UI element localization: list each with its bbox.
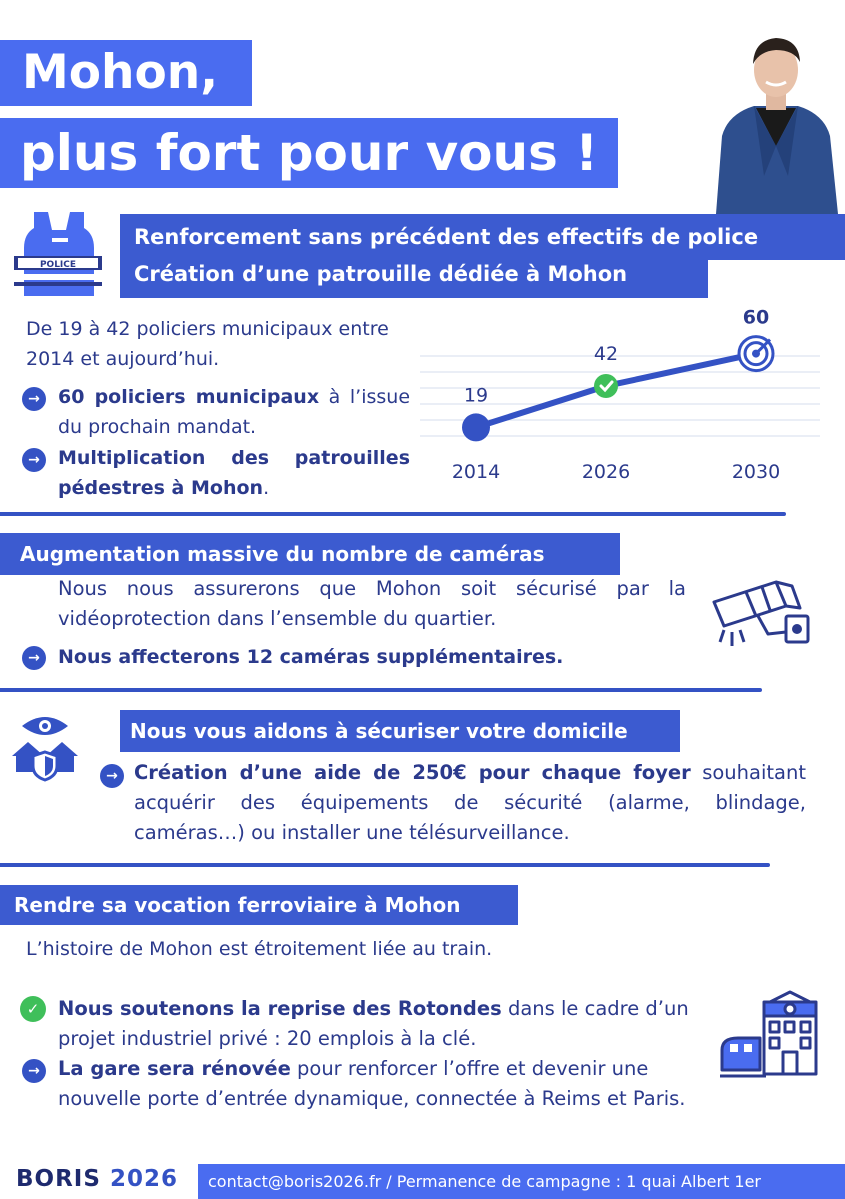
police-vest-icon: [12, 208, 106, 300]
footer-brand: [16, 1162, 178, 1196]
section-divider: [0, 863, 770, 867]
x-tick-label: 2030: [731, 461, 781, 483]
title-line2-box: [0, 118, 618, 188]
brand-year: 2026: [109, 1166, 178, 1192]
candidate-portrait: [706, 26, 845, 214]
arrow-icon: →: [22, 448, 46, 472]
rail-bullet-1: Nous soutenons la reprise des Rotondes dans le cadre d’un projet industriel privé : 20 emplois à la clé.: [58, 997, 689, 1050]
data-label: 60: [742, 306, 770, 329]
arrow-icon: →: [22, 646, 46, 670]
arrow-icon: →: [100, 764, 124, 788]
cameras-bullet: Nous affecterons 12 caméras supplémentaires.: [58, 646, 564, 668]
home-heading: Nous vous aidons à sécuriser votre domicile: [120, 710, 680, 752]
rail-heading: Rendre sa vocation ferroviaire à Mohon: [0, 885, 518, 925]
police-heading-line2: Création d’une patrouille dédiée à Mohon: [120, 254, 708, 298]
police-vest-label: POLICE: [39, 260, 77, 270]
police-bullet-2: Multiplication des patrouilles pédestres à Mohon.: [58, 447, 410, 499]
police-chart: [410, 300, 830, 500]
police-heading-line1: Renforcement sans précédent des effectifs de police: [120, 214, 845, 260]
rail-intro: L’histoire de Mohon est étroitement liée au train.: [26, 938, 493, 960]
title-line1-box: [0, 40, 252, 106]
train-station-icon: [720, 990, 828, 1080]
security-camera-icon: [706, 576, 814, 652]
check-icon: ✓: [20, 996, 46, 1022]
x-tick-label: 2014: [451, 461, 501, 483]
arrow-icon: →: [22, 387, 46, 411]
cameras-heading: Augmentation massive du nombre de caméras: [0, 533, 620, 575]
rail-bullet-2: La gare sera rénovée pour renforcer l’offre et devenir une nouvelle porte d’entrée dynamique, connectée à Reims et Paris.: [58, 1057, 686, 1110]
check-icon: [594, 374, 618, 398]
section-divider: [0, 688, 762, 692]
home-security-icon: [10, 712, 80, 782]
footer-contact: contact@boris2026.fr / Permanence de campagne : 1 quai Albert 1er: [198, 1164, 845, 1199]
police-intro: De 19 à 42 policiers municipaux entre 2014 et aujourd’hui.: [26, 318, 389, 370]
data-label: 19: [463, 384, 489, 407]
data-label: 42: [593, 343, 619, 365]
arrow-icon: →: [22, 1059, 46, 1083]
title-line2: plus fort pour vous !: [20, 124, 599, 182]
cameras-text: Nous nous assurerons que Mohon soit sécurisé par la vidéoprotection dans l’ensemble du quartier.: [58, 577, 686, 630]
title-line1: Mohon,: [22, 45, 219, 100]
section-divider: [0, 512, 786, 516]
data-point: [462, 413, 490, 441]
home-bullet: Création d’une aide de 250€ pour chaque foyer souhaitant acquérir des équipements de sécurité (alarme, blindage, caméras…) ou installer une télésurveillance.: [134, 761, 806, 844]
police-bullet-1: 60 policiers municipaux à l’issue du prochain mandat.: [58, 386, 411, 438]
x-tick-label: 2026: [581, 461, 631, 483]
brand-name: BORIS: [16, 1166, 101, 1192]
